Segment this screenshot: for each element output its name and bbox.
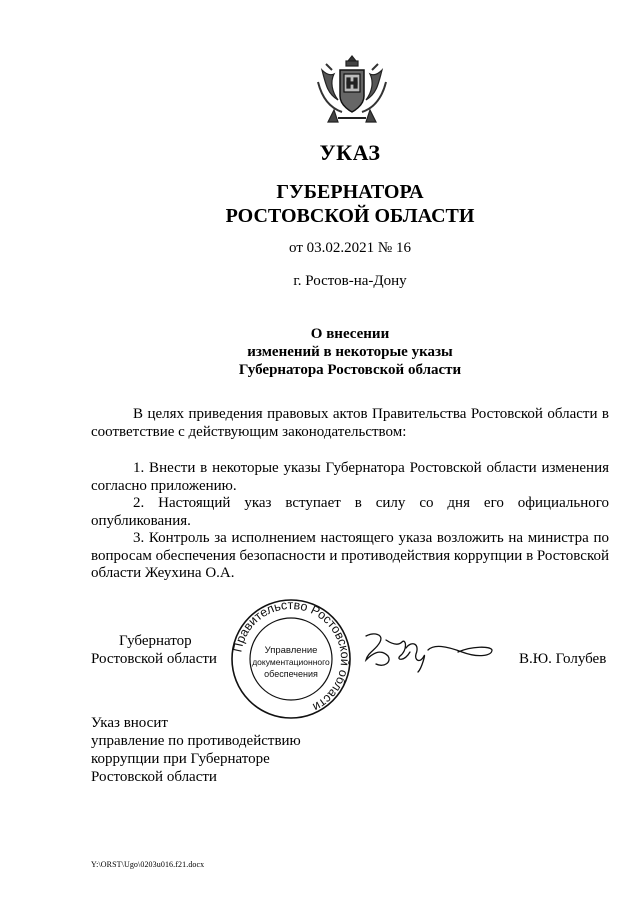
stamp-inner-line3: обеспечения xyxy=(264,669,318,679)
decree-subject xyxy=(0,325,640,379)
stamp-inner-line2: документационного xyxy=(252,657,330,667)
decree-issuer-line1: ГУБЕРНАТОРА xyxy=(276,181,424,203)
official-stamp xyxy=(230,597,352,721)
submitted-by-line4: Ростовской области xyxy=(91,769,217,785)
decree-subject-line2: изменений в некоторые указы xyxy=(247,344,453,360)
submitted-by-line1: Указ вносит xyxy=(91,715,168,731)
decree-title: УКАЗ xyxy=(319,140,381,165)
signatory-position xyxy=(91,632,217,668)
rostov-coat-of-arms-icon xyxy=(312,52,392,128)
signatory-name: В.Ю. Голубев xyxy=(519,651,607,667)
decree-issuer xyxy=(0,180,640,228)
submitted-by-note xyxy=(91,714,301,786)
decree-item-3: 3. Контроль за исполнением настоящего указа возложить на министра по вопросам обеспечения безопасности и противодействия коррупции в Ростовской области Жеухина О.А. xyxy=(91,530,609,581)
decree-subject-line1: О внесении xyxy=(310,326,390,342)
decree-item-2: 2. Настоящий указ вступает в силу со дня его официального опубликования. xyxy=(91,495,609,529)
decree-issuer-line2: РОСТОВСКОЙ ОБЛАСТИ xyxy=(225,205,475,227)
submitted-by-line3: коррупции при Губернаторе xyxy=(91,751,270,767)
decree-subject-line3: Губернатора Ростовской области xyxy=(238,362,462,378)
decree-preamble xyxy=(91,406,609,441)
decree-date-number: от 03.02.2021 № 16 xyxy=(289,240,411,256)
signatory-position-line2: Ростовской области xyxy=(91,651,217,667)
decree-item-1: 1. Внести в некоторые указы Губернатора Ростовской области изменения согласно приложению. xyxy=(91,460,609,494)
decree-city: г. Ростов-на-Дону xyxy=(293,273,407,289)
submitted-by-line2: управление по противодействию xyxy=(91,733,301,749)
stamp-outer-text: Правительство Ростовской области xyxy=(230,597,352,715)
stamp-inner-line1: Управление xyxy=(264,645,318,656)
decree-items xyxy=(91,460,609,583)
preamble-paragraph: В целях приведения правовых актов Правительства Ростовской области в соответствие с действующим законодательством: xyxy=(91,406,609,440)
document-file-path: Y:\ORST\Ugo\0203u016.f21.docx xyxy=(91,860,205,869)
signatory-position-line1: Губернатор xyxy=(119,633,192,649)
handwritten-signature-icon xyxy=(362,630,498,676)
